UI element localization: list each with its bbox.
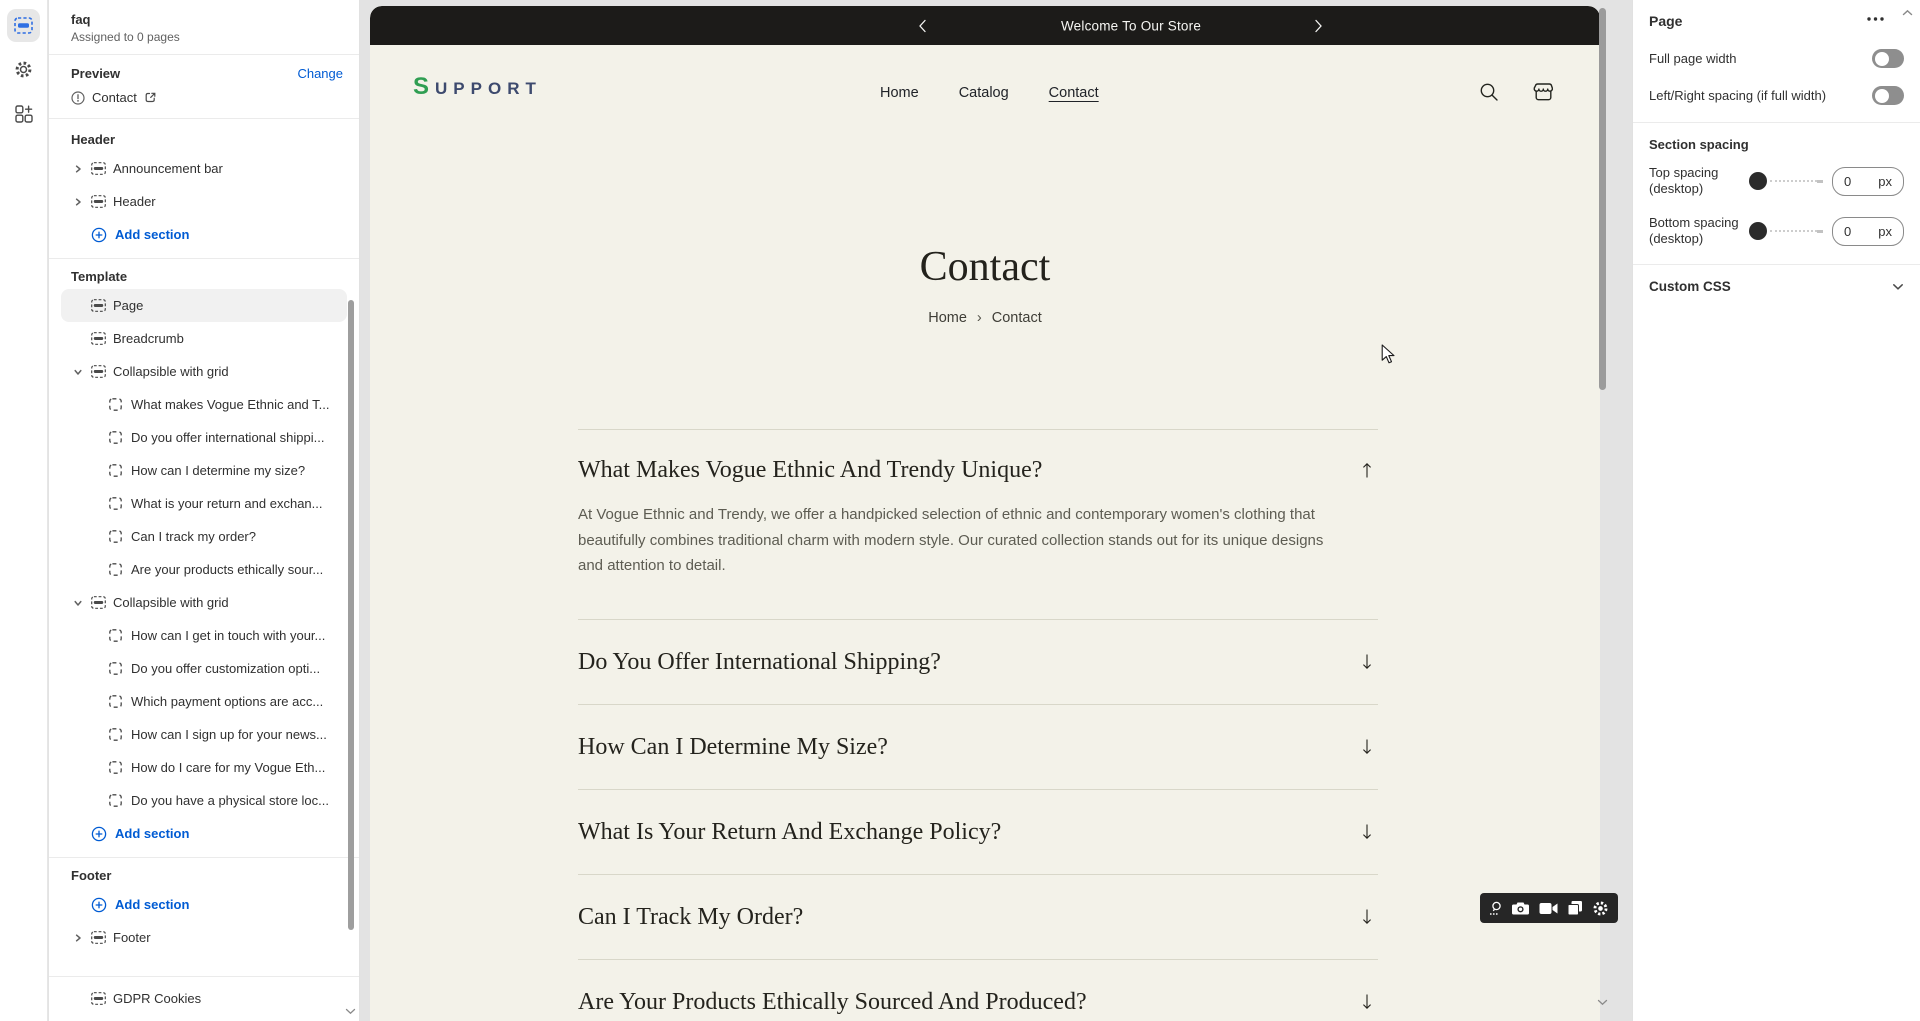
- template-info: [49, 0, 359, 54]
- block-row-do-you-offer-international-shippi[interactable]: [61, 421, 347, 454]
- row-label: How can I determine my size?: [131, 463, 306, 478]
- block-icon: [109, 695, 131, 708]
- section-row-footer[interactable]: [61, 921, 347, 954]
- block-row-can-i-track-my-order[interactable]: [61, 520, 347, 553]
- section-icon: [91, 931, 113, 944]
- theme-settings-gear-icon[interactable]: [7, 53, 40, 86]
- row-label: Collapsible with grid: [113, 595, 229, 610]
- store-logo[interactable]: SUPPORT: [413, 73, 542, 100]
- row-label: Breadcrumb: [113, 331, 184, 346]
- arrow-up-icon: [1360, 462, 1374, 479]
- section-row-header[interactable]: [61, 185, 347, 218]
- row-label: Do you have a physical store loc...: [131, 793, 329, 808]
- arrow-down-icon: [1360, 653, 1374, 670]
- info-icon: [71, 91, 85, 105]
- row-label: Do you offer international shippi...: [131, 430, 325, 445]
- top-spacing-input[interactable]: [1832, 167, 1904, 196]
- section-row-collapsible-with-grid[interactable]: [61, 355, 347, 388]
- chevron-right-icon: ›: [976, 310, 982, 326]
- section-icon: [91, 299, 113, 312]
- faq-item-what-is-your-return-and-exchange-policy: [578, 790, 1378, 874]
- block-icon: [109, 728, 131, 741]
- storefront-account-icon[interactable]: [1531, 80, 1556, 104]
- scroll-down-icon[interactable]: [1597, 999, 1608, 1006]
- custom-css-section[interactable]: [1633, 265, 1920, 308]
- group-label-header: Header: [71, 132, 116, 147]
- full-page-width-toggle[interactable]: [1872, 49, 1904, 68]
- section-row-gdpr-cookies[interactable]: [61, 982, 347, 1015]
- arrow-down-icon: [1360, 993, 1374, 1010]
- block-row-which-payment-options-are-acc[interactable]: [61, 685, 347, 718]
- chevron-down-icon[interactable]: [73, 598, 91, 608]
- section-row-announcement-bar[interactable]: [61, 152, 347, 185]
- custom-css-label: Custom CSS: [1649, 279, 1731, 294]
- announcement-bar[interactable]: [370, 6, 1600, 45]
- chevron-right-icon[interactable]: [73, 164, 91, 174]
- faq-item-what-makes-vogue-ethnic-and-trendy-unique: [578, 430, 1378, 579]
- section-spacing-heading: Section spacing: [1649, 137, 1749, 152]
- block-row-do-you-offer-customization-opti[interactable]: [61, 652, 347, 685]
- search-icon[interactable]: [1478, 81, 1500, 103]
- add-section-button[interactable]: Add section: [61, 817, 347, 850]
- breadcrumb-contact: Contact: [991, 310, 1042, 326]
- capture-extension-icon[interactable]: [1489, 901, 1502, 916]
- add-section-button[interactable]: Add section: [61, 218, 347, 251]
- faq-item-do-you-offer-international-shipping: [578, 620, 1378, 704]
- section-row-breadcrumb[interactable]: [61, 322, 347, 355]
- preview-area: [360, 0, 1632, 1021]
- lr-spacing-toggle[interactable]: [1872, 86, 1904, 105]
- row-label: Which payment options are acc...: [131, 694, 324, 709]
- block-icon: [109, 629, 131, 642]
- chevron-right-icon[interactable]: [73, 933, 91, 943]
- block-row-how-can-i-determine-my-size[interactable]: [61, 454, 347, 487]
- breadcrumb: [370, 310, 1600, 326]
- layers-icon[interactable]: [1567, 900, 1583, 916]
- announcement-prev-icon[interactable]: [918, 19, 927, 33]
- faq-question: How Can I Determine My Size?: [578, 733, 888, 760]
- preview-block: [49, 55, 359, 118]
- bottom-spacing-slider[interactable]: [1749, 222, 1823, 240]
- row-label: Header: [113, 194, 156, 209]
- row-label: Do you offer customization opti...: [131, 661, 321, 676]
- faq-item-are-your-products-ethically-sourced-and-pr: [578, 960, 1378, 1021]
- preview-scrollbar[interactable]: [1599, 8, 1606, 390]
- change-preview-link[interactable]: Change: [297, 66, 343, 81]
- bottom-spacing-label: Bottom spacing (desktop): [1649, 215, 1739, 246]
- section-row-collapsible-with-grid[interactable]: [61, 586, 347, 619]
- store-nav: [880, 85, 1099, 101]
- video-icon[interactable]: [1539, 902, 1558, 915]
- row-label: How can I sign up for your news...: [131, 727, 327, 742]
- faq-question-row[interactable]: [578, 620, 1378, 704]
- nav-catalog[interactable]: Catalog: [958, 85, 1009, 101]
- row-label: How do I care for my Vogue Eth...: [131, 760, 326, 775]
- group-label-footer: Footer: [71, 868, 112, 883]
- block-icon: [109, 530, 131, 543]
- chevron-down-icon[interactable]: [73, 367, 91, 377]
- section-icon: [91, 332, 113, 345]
- announcement-next-icon[interactable]: [1314, 19, 1323, 33]
- bottom-spacing-value: 0: [1844, 223, 1852, 239]
- camera-icon[interactable]: [1511, 901, 1530, 916]
- block-row-how-can-i-get-in-touch-with-your[interactable]: [61, 619, 347, 652]
- screen-capture-toolbar: [1480, 893, 1618, 923]
- arrow-down-icon: [1360, 823, 1374, 840]
- section-tree: [49, 119, 359, 976]
- sidebar-scrollbar[interactable]: [348, 300, 354, 930]
- block-row-do-you-have-a-physical-store-loc[interactable]: [61, 784, 347, 817]
- faq-question-row[interactable]: [578, 875, 1378, 959]
- row-label: Collapsible with grid: [113, 364, 229, 379]
- faq-question: What Is Your Return And Exchange Policy?: [578, 818, 1002, 845]
- block-row-how-do-i-care-for-my-vogue-eth[interactable]: [61, 751, 347, 784]
- announcement-text: Welcome To Our Store: [1060, 18, 1202, 33]
- faq-question: What Makes Vogue Ethnic And Trendy Unique?: [578, 457, 1043, 483]
- section-row-page[interactable]: [61, 289, 347, 322]
- faq-question-row[interactable]: [578, 430, 1378, 486]
- block-row-what-is-your-return-and-exchan[interactable]: [61, 487, 347, 520]
- block-icon: [109, 761, 131, 774]
- nav-contact[interactable]: Contact: [1048, 85, 1099, 101]
- template-name: faq: [71, 12, 91, 27]
- section-label: GDPR Cookies: [113, 991, 202, 1006]
- arrow-down-icon: [1360, 738, 1374, 755]
- top-spacing-label: Top spacing (desktop): [1649, 165, 1719, 196]
- section-icon: [91, 195, 113, 208]
- top-spacing-value: 0: [1844, 173, 1852, 189]
- panel-title: Page: [1649, 13, 1683, 29]
- storefront-canvas: [370, 6, 1600, 1021]
- faq-accordion: [578, 429, 1378, 1021]
- settings-panel: [1632, 0, 1920, 1021]
- scroll-up-icon[interactable]: [1902, 9, 1913, 16]
- row-label: What makes Vogue Ethnic and T...: [131, 397, 330, 412]
- block-icon: [109, 398, 131, 411]
- more-options-icon[interactable]: [1867, 17, 1884, 21]
- slider-knob[interactable]: [1749, 222, 1767, 240]
- row-label: Page: [113, 298, 144, 313]
- add-section-button[interactable]: Add section: [61, 888, 347, 921]
- row-label: Announcement bar: [113, 161, 223, 176]
- row-label: How can I get in touch with your...: [131, 628, 326, 643]
- faq-question-row[interactable]: [578, 705, 1378, 789]
- faq-question: Do You Offer International Shipping?: [578, 648, 941, 675]
- row-label: What is your return and exchan...: [131, 496, 323, 511]
- block-icon: [109, 563, 131, 576]
- capture-settings-gear-icon[interactable]: [1592, 900, 1609, 917]
- nav-home[interactable]: Home: [880, 85, 919, 101]
- faq-question-row[interactable]: [578, 790, 1378, 874]
- section-icon: [91, 162, 113, 175]
- block-icon: [109, 794, 131, 807]
- top-spacing-slider[interactable]: [1749, 172, 1823, 190]
- lr-spacing-label: Left/Right spacing (if full width): [1649, 88, 1827, 103]
- template-assignment: Assigned to 0 pages: [71, 30, 180, 44]
- breadcrumb-home[interactable]: Home: [928, 310, 967, 326]
- section-icon: [91, 992, 113, 1005]
- add-circle-icon: [91, 227, 115, 243]
- block-row-what-makes-vogue-ethnic-and-t[interactable]: [61, 388, 347, 421]
- faq-question-row[interactable]: [578, 960, 1378, 1021]
- add-circle-icon: [91, 826, 115, 842]
- chevron-down-icon: [1892, 283, 1904, 291]
- preview-label: Preview: [71, 66, 121, 81]
- add-circle-icon: [91, 897, 115, 913]
- gdpr-area: [49, 977, 359, 1021]
- section-icon: [91, 365, 113, 378]
- chevron-right-icon[interactable]: [73, 197, 91, 207]
- faq-question: Are Your Products Ethically Sourced And Produced?: [578, 988, 1087, 1015]
- editor-nav-strip: [0, 0, 48, 1021]
- block-icon: [109, 464, 131, 477]
- faq-question: Can I Track My Order?: [578, 903, 804, 930]
- slider-knob[interactable]: [1749, 172, 1767, 190]
- row-label: Footer: [113, 930, 151, 945]
- section-icon: [91, 596, 113, 609]
- arrow-down-icon: [1360, 908, 1374, 925]
- page-title: Contact: [919, 244, 1051, 290]
- block-row-how-can-i-sign-up-for-your-news[interactable]: [61, 718, 347, 751]
- sections-nav-icon[interactable]: [7, 9, 40, 42]
- preview-page-name: Contact: [92, 90, 137, 105]
- row-label: Can I track my order?: [131, 529, 256, 544]
- faq-answer: At Vogue Ethnic and Trendy, we offer a handpicked selection of ethnic and contemporary women's clothing that beautifully combines traditional charm with modern style. Our curated collection stands out for its unique designs and attention to detail.: [578, 506, 1324, 574]
- faq-item-how-can-i-determine-my-size: [578, 705, 1378, 789]
- group-label-template: Template: [71, 269, 128, 284]
- scroll-down-icon[interactable]: [345, 1002, 356, 1020]
- block-icon: [109, 662, 131, 675]
- external-link-icon[interactable]: [144, 91, 157, 104]
- unit-label: px: [1878, 173, 1892, 189]
- block-row-are-your-products-ethically-sour[interactable]: [61, 553, 347, 586]
- unit-label: px: [1878, 223, 1892, 239]
- row-label: Are your products ethically sour...: [131, 562, 324, 577]
- block-icon: [109, 431, 131, 444]
- full-page-width-label: Full page width: [1649, 51, 1737, 66]
- block-icon: [109, 497, 131, 510]
- apps-icon[interactable]: [7, 97, 40, 130]
- bottom-spacing-input[interactable]: [1832, 217, 1904, 246]
- faq-item-can-i-track-my-order: [578, 875, 1378, 959]
- sections-sidebar: [49, 0, 360, 1021]
